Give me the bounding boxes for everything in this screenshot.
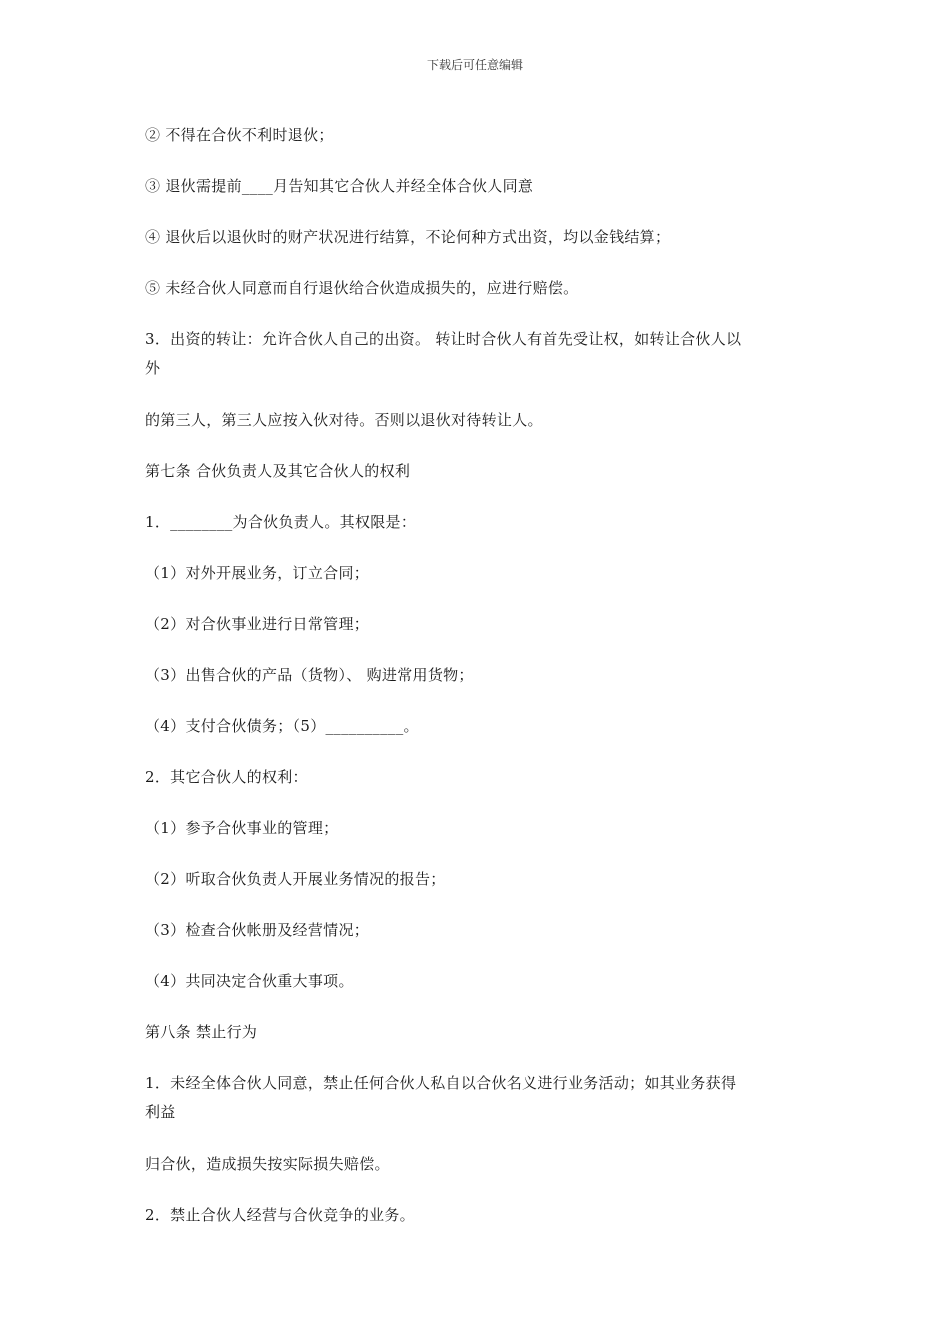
page-header: 下载后可任意编辑 [426,58,523,72]
leader-power-2: （2）对合伙事业进行日常管理； [145,615,370,633]
leader-power-4-5: （4）支付合伙债务；（5）__________。 [145,717,419,735]
prohibition-1-line-3: 归合伙，造成损失按实际损失赔偿。 [145,1155,390,1173]
partner-right-2: （2）听取合伙负责人开展业务情况的报告； [145,870,446,888]
leader-clause: 1．________为合伙负责人。其权限是： [145,513,417,531]
clause-withdrawal-3: ③ 退伙需提前____月告知其它合伙人并经全体合伙人同意 [145,177,534,195]
clause-transfer-line-1: 3．出资的转让：允许合伙人自己的出资。 转让时合伙人有首先受让权，如转让合伙人以 [145,330,742,348]
partner-right-3: （3）检查合伙帐册及经营情况； [145,921,370,939]
article-seven-heading: 第七条 合伙负责人及其它合伙人的权利 [145,462,411,480]
clause-withdrawal-5: ⑤ 未经合伙人同意而自行退伙给合伙造成损失的，应进行赔偿。 [145,279,579,297]
clause-transfer-line-2: 外 [145,359,161,377]
prohibition-1-line-2: 利益 [145,1103,176,1121]
partner-right-1: （1）参予合伙事业的管理； [145,819,339,837]
leader-power-1: （1）对外开展业务，订立合同； [145,564,370,582]
clause-transfer-line-3: 的第三人，第三人应按入伙对待。否则以退伙对待转让人。 [145,411,543,429]
partner-right-4: （4）共同决定合伙重大事项。 [145,972,354,990]
leader-power-3: （3）出售合伙的产品（货物）、 购进常用货物； [145,666,474,684]
clause-withdrawal-4: ④ 退伙后以退伙时的财产状况进行结算，不论何种方式出资，均以金钱结算； [145,228,671,246]
clause-withdrawal-2: ② 不得在合伙不利时退伙； [145,126,334,144]
partner-rights-clause: 2．其它合伙人的权利： [145,768,308,786]
prohibition-1-line-1: 1．未经全体合伙人同意，禁止任何合伙人私自以合伙名义进行业务活动；如其业务获得 [145,1074,737,1092]
article-eight-heading: 第八条 禁止行为 [145,1023,258,1041]
prohibition-2: 2．禁止合伙人经营与合伙竞争的业务。 [145,1206,415,1224]
